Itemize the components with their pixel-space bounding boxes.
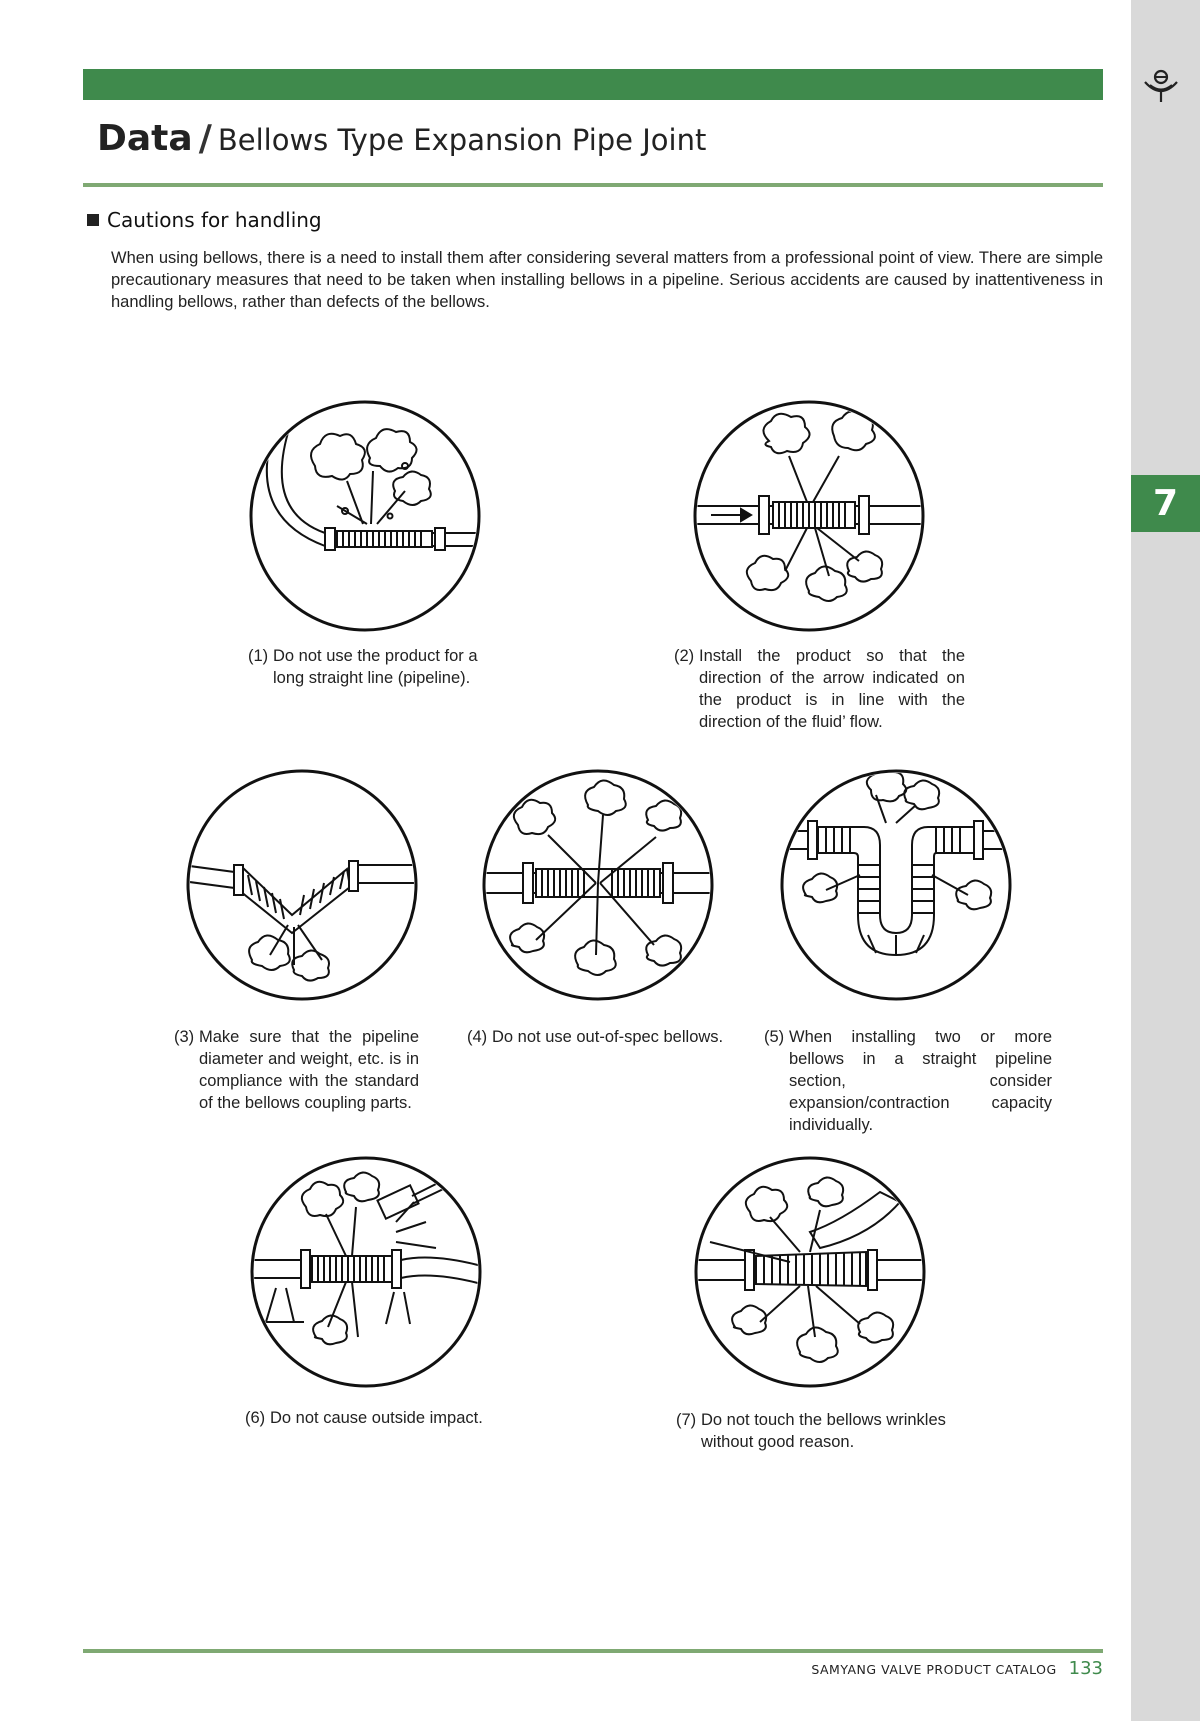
caution-figure-1 [245,396,485,636]
caution-number: (7) [676,1411,697,1429]
title-sub: Bellows Type Expansion Pipe Joint [217,123,707,157]
caution-caption-3 [174,1026,419,1114]
footer-divider [83,1649,1103,1653]
caution-text: When installing two or more bellows in a straight pipeline section, consider expansion/contraction capacity individually. [789,1028,1052,1134]
page-number: 133 [1068,1658,1103,1679]
section-heading [87,208,322,232]
chapter-number: 7 [1152,483,1179,524]
intro-paragraph: When using bellows, there is a need to install them after considering several matters from a professional point of view. There are simple precautionary measures that need to be taken when installing bellows in a pipeline. Serious accidents are caused by inattentiveness in handling bellows, rather than defects of the bellows. [111,249,1103,311]
caution-figure-3 [182,765,422,1005]
title-slash: / [198,118,212,159]
caution-number: (2) [674,647,695,665]
chapter-tab[interactable] [1131,475,1200,532]
caution-text: Do not use out-of-spec bellows. [492,1028,724,1046]
caution-caption-6 [245,1407,505,1429]
caution-text: Make sure that the pipeline diameter and weight, etc. is in compliance with the standard of the bellows coupling parts. [199,1028,419,1112]
caution-number: (5) [764,1028,785,1046]
section-heading-text: Cautions for handling [107,208,322,232]
caution-number: (3) [174,1028,195,1046]
caution-number: (1) [248,647,269,665]
caution-figure-7 [690,1152,930,1392]
caution-figure-6 [246,1152,486,1392]
header-band [83,69,1103,100]
caution-figure-5 [776,765,1016,1005]
caution-number: (4) [467,1028,488,1046]
title-divider [83,183,1103,187]
caution-figure-2 [689,396,929,636]
caution-text: Install the product so that the direction of the arrow indicated on the product is in line with the direction of the fluid’ flow. [699,647,965,731]
caution-text: Do not cause outside impact. [270,1409,483,1427]
page-title [97,118,706,159]
caution-caption-1 [248,645,478,689]
catalog-name: SAMYANG VALVE PRODUCT CATALOG [811,1662,1057,1677]
company-logo-icon [1141,66,1181,106]
caution-figure-4 [478,765,718,1005]
caution-caption-5 [764,1026,1052,1136]
title-lead: Data [97,118,193,159]
caution-caption-7 [676,1409,966,1453]
square-bullet-icon [87,214,99,226]
side-bar [1131,0,1200,1721]
caution-text: Do not use the product for a long straight line (pipeline). [273,647,478,687]
caution-caption-4 [467,1026,737,1048]
caution-caption-2 [674,645,965,733]
page-footer [811,1658,1103,1679]
caution-number: (6) [245,1409,266,1427]
caution-text: Do not touch the bellows wrinkles without good reason. [701,1411,946,1451]
